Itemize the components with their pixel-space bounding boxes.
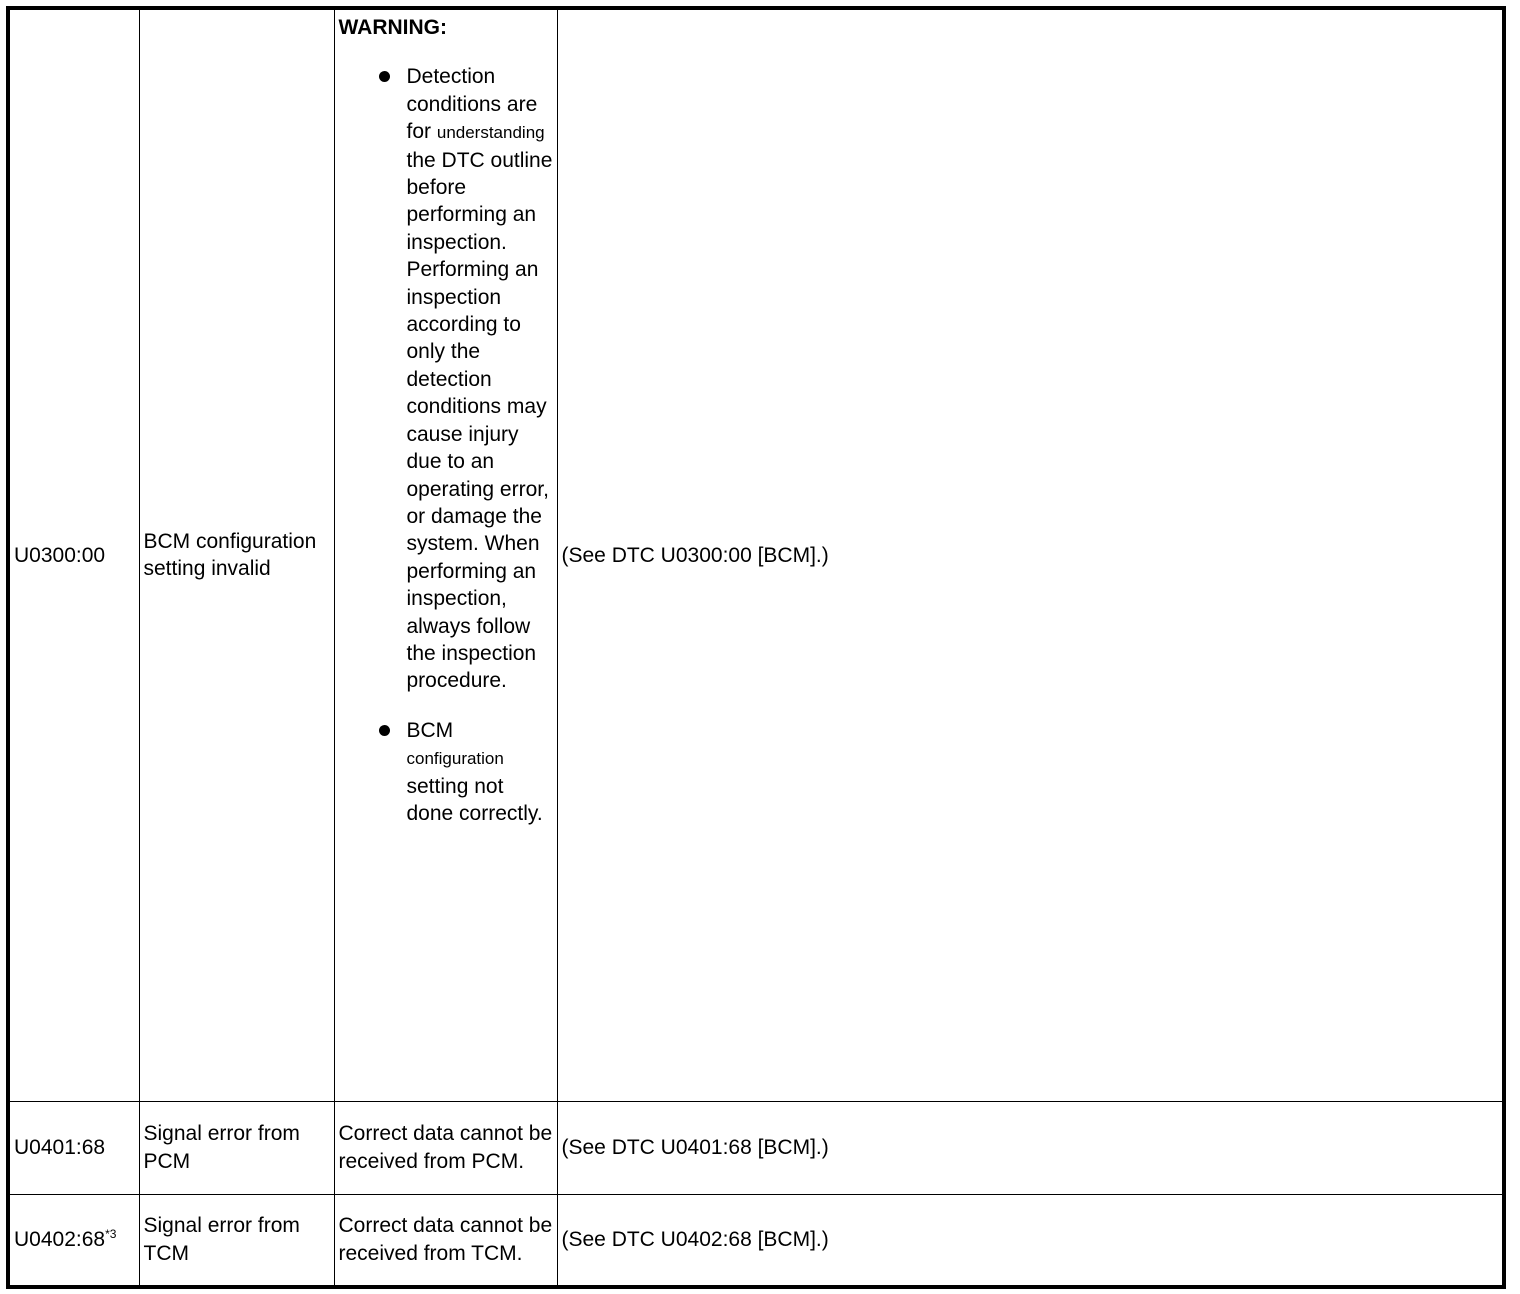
warning-item-text-small: understanding bbox=[436, 123, 545, 143]
warning-item-text: Detection conditions are for bbox=[406, 65, 538, 144]
dtc-code: U0401:68 bbox=[14, 1135, 106, 1159]
detection-condition-cell bbox=[334, 1194, 557, 1287]
warning-item-text: BCM bbox=[406, 718, 454, 742]
warning-item-text: setting not done correctly. bbox=[406, 774, 543, 825]
detection-condition-cell bbox=[334, 1101, 557, 1194]
dtc-code: U0300:00 bbox=[14, 543, 106, 567]
dtc-description-cell bbox=[139, 8, 334, 1101]
dtc-description-cell bbox=[139, 1101, 334, 1194]
action-cell bbox=[557, 1194, 1504, 1287]
action-cell bbox=[557, 8, 1504, 1101]
dtc-description: Signal error from PCM bbox=[143, 1122, 300, 1173]
detection-condition-cell bbox=[334, 8, 557, 1101]
table-row bbox=[8, 1101, 1504, 1194]
bullet-icon bbox=[379, 71, 390, 82]
detection-condition: Correct data cannot be received from PCM. bbox=[338, 1122, 553, 1173]
dtc-reference: (See DTC U0300:00 [BCM].) bbox=[561, 543, 829, 567]
dtc-code: U0402:68 bbox=[14, 1228, 106, 1252]
detection-condition: Correct data cannot be received from TCM. bbox=[338, 1214, 553, 1265]
warning-list bbox=[339, 63, 553, 827]
dtc-code-cell bbox=[8, 1194, 139, 1287]
table-row bbox=[8, 8, 1504, 1101]
dtc-description: Signal error from TCM bbox=[143, 1214, 300, 1265]
warning-label: WARNING: bbox=[338, 16, 447, 39]
warning-item-text: the DTC outline before performing an inspection. Performing an inspection according to only the detection conditions may cause injury due to an operating error, or damage the system. When performing an inspection, always follow the inspection procedure. bbox=[406, 148, 553, 693]
dtc-table bbox=[6, 6, 1506, 1289]
dtc-code-cell bbox=[8, 8, 139, 1101]
dtc-reference: (See DTC U0401:68 [BCM].) bbox=[561, 1135, 829, 1159]
dtc-code-cell bbox=[8, 1101, 139, 1194]
warning-item bbox=[339, 63, 553, 694]
warning-item bbox=[339, 717, 553, 828]
bullet-icon bbox=[379, 725, 390, 736]
dtc-description-cell bbox=[139, 1194, 334, 1287]
dtc-description: BCM configuration setting invalid bbox=[143, 529, 317, 581]
warning-item-text-small: configuration bbox=[406, 749, 504, 769]
action-cell bbox=[557, 1101, 1504, 1194]
footnote-marker: *3 bbox=[105, 1227, 117, 1242]
dtc-reference: (See DTC U0402:68 [BCM].) bbox=[561, 1228, 829, 1252]
table-row bbox=[8, 1194, 1504, 1287]
